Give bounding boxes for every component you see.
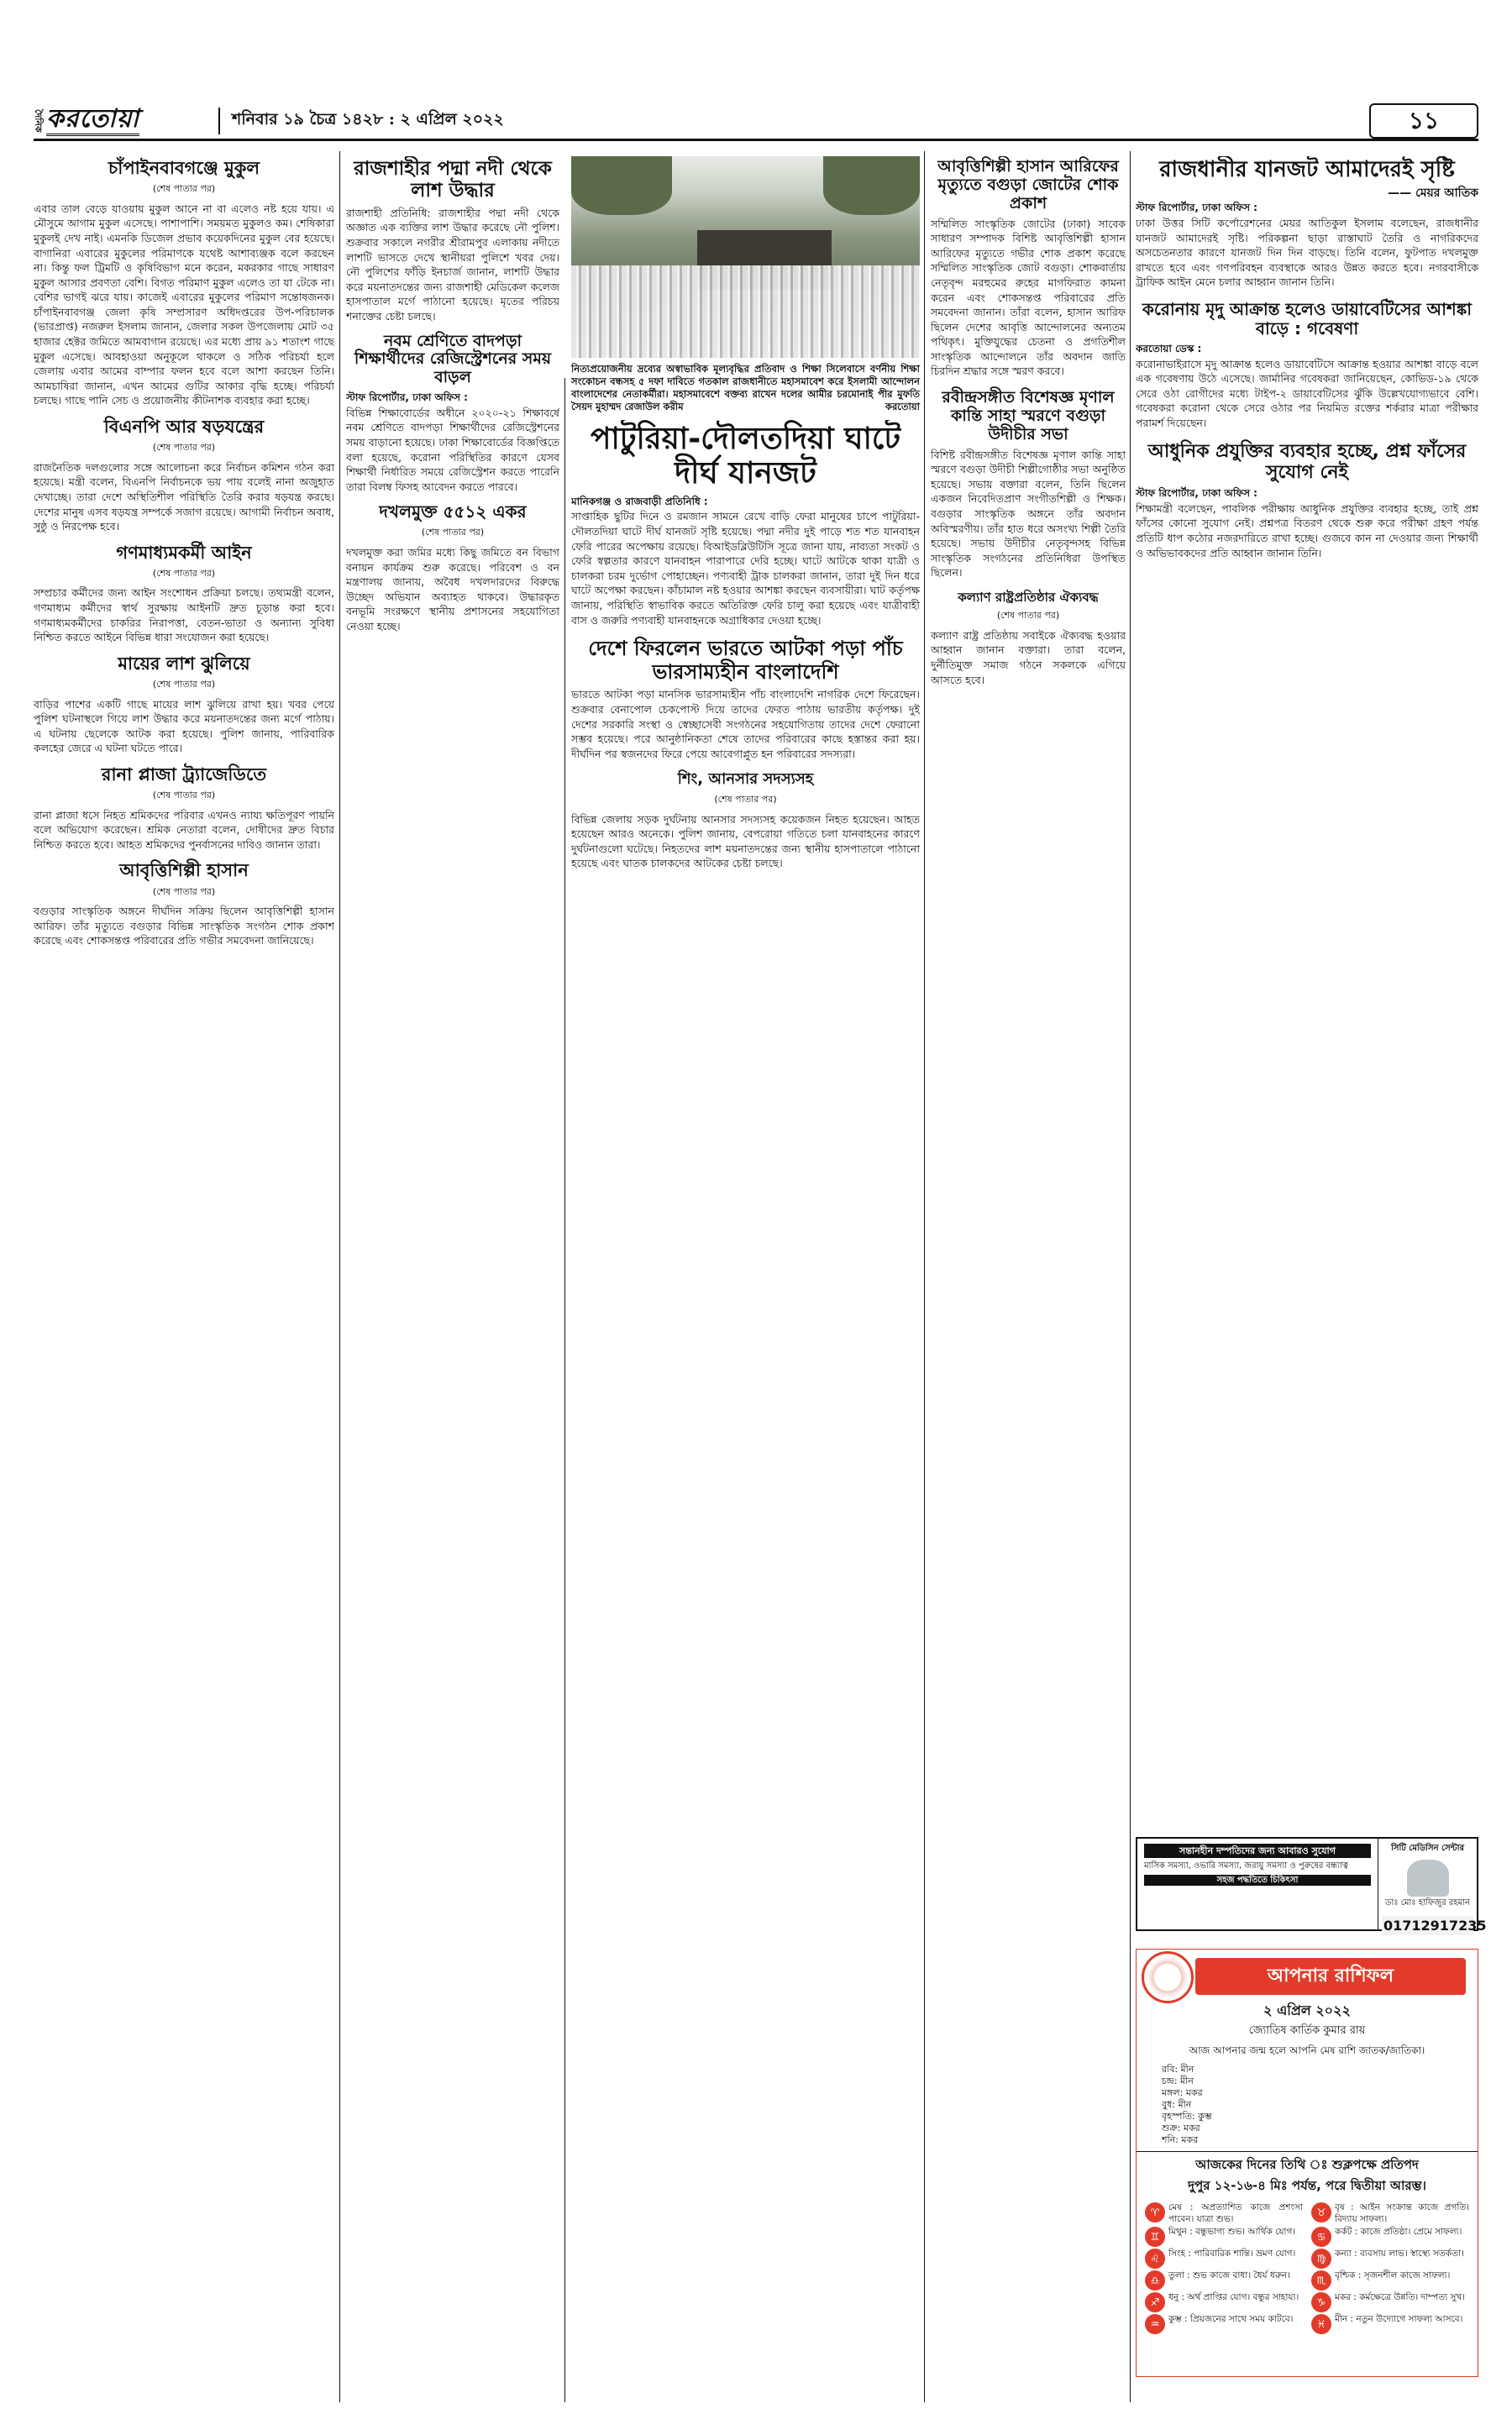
continued-note: (শেষ পাতার পর): [996, 610, 1060, 622]
subheadline: —— মেয়র আতিক: [1388, 186, 1478, 200]
column-rule: [339, 151, 340, 2402]
zodiac-sign-text: মকর : কর্মক্ষেত্রে উন্নতি। দাম্পত্য সুখ।: [1335, 2292, 1466, 2302]
article-body: ঢাকা উত্তর সিটি কর্পোরেশনের মেয়র আতিকুল ইসলাম বলেছেন, রাজধানীর যানজট আমাদেরই সৃষ্টি। পরিকল্পনা ছাড়া রাস্তাঘাট তৈরি ও নাগরিকদের অসচেতনতার কারণে যানজট দিন দিন বাড়ছে। তিনি বলেন, ফুটপাত দখলমুক্ত রাখতে হবে এবং গণপরিবহন ব্যবস্থাকে আরও উন্নত করতে হবে। নগরবাসীকে ট্রাফিক আইন মেনে চলার আহ্বান জানান তিনি।: [1136, 217, 1478, 289]
zodiac-wheel-icon: [1142, 1951, 1194, 2003]
zodiac-sign-item: [1311, 2292, 1469, 2312]
zodiac-sign-item: [1311, 2270, 1469, 2291]
headline-bnp: বিএনপি আর ষড়যন্ত্রের: [103, 417, 265, 438]
horoscope-box: [1136, 1949, 1478, 2377]
article-body: করোনাভাইরাসে মৃদু আক্রান্ত হলেও ডায়াবেটিসে আক্রান্ত হওয়ার আশঙ্কা বাড়ে বলে এক গবেষণায় উঠে এসেছে। জার্মানির গবেষকরা জানিয়েছেন, কোভিড-১৯ থেকে সেরে ওঠা রোগীদের মধ্যে টাইপ-২ ডায়াবেটিসের ঝুঁকি উল্লেখযোগ্যভাবে বেশি। গবেষকরা করোনা থেকে সেরে ওঠার পর নিয়মিত রক্তের শর্করার মাত্রা পরীক্ষার পরামর্শ দিয়েছেন।: [1136, 357, 1478, 430]
zodiac-sign-item: [1145, 2202, 1303, 2225]
zodiac-sign-item: [1311, 2202, 1469, 2225]
zodiac-sign-item: [1145, 2249, 1303, 2269]
zodiac-sign-icon: ♑: [1311, 2292, 1331, 2312]
column-rule: [564, 378, 565, 2402]
article-body: কল্যাণ রাষ্ট্র প্রতিষ্ঠায় সবাইকে ঐক্যবদ্ধ হওয়ার আহ্বান জানান বক্তারা। তারা বলেন, দুর্নীতিমুক্ত সমাজ গঠনে সকলকে এগিয়ে আসতে হবে।: [931, 628, 1126, 686]
zodiac-sign-text: মীন : নতুন উদ্যোগে সাফল্য আসবে।: [1335, 2314, 1463, 2324]
zodiac-sign-icon: ♉: [1311, 2202, 1331, 2223]
article-body: বাড়ির পাশের একটি গাছে মায়ের লাশ ঝুলিয়ে রাখা হয়। খবর পেয়ে পুলিশ ঘটনাস্থলে গিয়ে লাশ উদ্ধার করে ময়নাতদন্তের জন্য মর্গে পাঠায়। এ ঘটনায় ছেলেকে আটক করা হয়েছে। পুলিশ জানায়, পারিবারিক কলহের জেরে এ ঘটনা ঘটতে পারে।: [34, 697, 334, 755]
planet-row: চন্দ্র: মীন: [1162, 2076, 1194, 2086]
column-5: [1136, 156, 1478, 1828]
planet-row: বুধ: মীন: [1162, 2099, 1192, 2110]
article-body: সম্প্রচার কর্মীদের জন্য আইন সংশোধন প্রক্রিয়া চলছে। তথ্যমন্ত্রী বলেন, গণমাধ্যম কর্মীদের স্বার্থ সুরক্ষায় আইনটি দ্রুত চূড়ান্ত করা হবে। গণমাধ্যমকর্মীদের চাকরির নিরাপত্তা, বেতন-ভাতা ও অন্যান্য সুবিধা নিশ্চিত করতে আইনে বিভিন্ন ধারা সংযোজন করা হয়েছে।: [34, 586, 334, 644]
zodiac-sign-icon: ♏: [1311, 2270, 1331, 2291]
zodiac-sign-item: [1311, 2227, 1469, 2247]
zodiac-sign-item: [1145, 2292, 1303, 2312]
zodiac-sign-text: মেষ : অপ্রত্যাশিত কাজে প্রশংসা পাবেন। যাত্রা শুভ।: [1168, 2202, 1303, 2224]
zodiac-sign-icon: ♒: [1145, 2314, 1165, 2334]
zodiac-sign-text: কর্কট : কাজে প্রতিষ্ঠা। প্রেমে সাফল্য।: [1335, 2227, 1462, 2237]
byline: মানিকগঞ্জ ও রাজবাড়ী প্রতিনিধি :: [571, 495, 708, 507]
headline-mother: মায়ের লাশ ঝুলিয়ে: [118, 653, 250, 674]
byline: করতোয়া ডেস্ক :: [1136, 343, 1202, 355]
headline-mango: চাঁপাইনবাবগঞ্জে মুকুল: [108, 158, 260, 178]
article-body: শিক্ষামন্ত্রী বলেছেন, পাবলিক পরীক্ষায় আধুনিক প্রযুক্তির ব্যবহার হচ্ছে, তাই প্রশ্ন ফাঁসের কোনো সুযোগ নেই। প্রশ্নপত্র বিতরণ থেকে শুরু করে পরীক্ষা গ্রহণ পর্যন্ত প্রতিটি ধাপ কঠোর নজরদারিতে রাখা হচ্ছে। গুজবে কান না দেওয়ার জন্য শিক্ষার্থী ও অভিভাবকদের প্রতি আহ্বান জানান তিনি।: [1136, 501, 1478, 559]
headline-diabetes: করোনায় মৃদু আক্রান্ত হলেও ডায়াবেটিসের আশঙ্কা বাড়ে : গবেষণা: [1142, 299, 1473, 339]
headline-welfare: কল্যাণ রাষ্ট্রপ্রতিষ্ঠার ঐক্যবদ্ধ: [958, 589, 1099, 605]
continued-note: (শেষ পাতার পর): [714, 793, 777, 805]
zodiac-sign-icon: ♎: [1145, 2270, 1165, 2291]
byline: স্টাফ রিপোর্টার, ঢাকা অফিস :: [1136, 202, 1257, 214]
ad-phone: 01712917235: [1383, 1918, 1487, 1934]
zodiac-sign-icon: ♓: [1311, 2314, 1331, 2334]
article-body: রাজশাহী প্রতিনিধি: রাজশাহীর পদ্মা নদী থেকে অজ্ঞাত এক ব্যক্তির লাশ উদ্ধার করেছে নৌ পুলিশ। শুক্রবার সকালে নগরীর শ্রীরামপুর এলাকায় নদীতে লাশটি ভাসতে দেখে স্থানীয়রা পুলিশে খবর দেয়। নৌ পুলিশের ফাঁড়ি ইনচার্জ জানান, লাশটি উদ্ধার করে ময়নাতদন্তের জন্য রাজশাহী মেডিকেল কলেজ হাসপাতাল মর্গে পাঠানো হয়েছে। মৃতের পরিচয় শনাক্তের চেষ্টা চলছে।: [346, 206, 559, 323]
continued-note: (শেষ পাতার পর): [421, 527, 485, 538]
zodiac-sign-item: [1311, 2314, 1469, 2334]
ad-line: মাসিক সমস্যা, ওভারি সমস্যা, জরায়ু সমস্যা ও পুরুষের বন্ধ্যাত্ব: [1144, 1861, 1348, 1871]
planet-row: বৃহস্পতি: কুম্ভ: [1162, 2111, 1212, 2122]
column-rule: [924, 151, 925, 2402]
headline-padma-body: রাজশাহীর পদ্মা নদী থেকে লাশ উদ্ধার: [354, 158, 552, 202]
article-body: বিভিন্ন শিক্ষাবোর্ডের অধীনে ২০২০-২১ শিক্ষাবর্ষে নবম শ্রেণিতে বাদপড়া শিক্ষার্থীদের রেজিস্ট্রেশনের সময় বাড়ানো হয়েছে। ঢাকা শিক্ষাবোর্ডের বিজ্ঞপ্তিতে বলা হয়েছে, করোনা পরিস্থিতির কারণে যেসব শিক্ষার্থী নির্ধারিত সময়ে রেজিস্ট্রেশন করতে পারেনি তারা বিলম্ব ফিসহ আবেদন করতে পারবে।: [346, 406, 559, 493]
zodiac-sign-icon: ♐: [1145, 2292, 1165, 2312]
planet-row: শুক্র: মকর: [1162, 2123, 1200, 2133]
column-rule: [1130, 151, 1131, 2402]
dateline: শনিবার ১৯ চৈত্র ১৪২৮ : ২ এপ্রিল ২০২২: [218, 108, 1369, 134]
article-body: সাপ্তাহিক ছুটির দিনে ও রমজান সামনে রেখে বাড়ি ফেরা মানুষের চাপে পাটুরিয়া-দৌলতদিয়া ঘাটে দীর্ঘ যানজট সৃষ্টি হয়েছে। পদ্মা নদীর দুই পাড়ে শত শত যানবাহন ফেরি পারের অপেক্ষায় রয়েছে। বিআইডব্লিউটিসি সূত্রে জানা যায়, নাব্যতা সংকট ও ফেরি স্বল্পতার কারণে যানবাহন পারাপারে দেরি হচ্ছে। ঘাটে আটকে থাকা যাত্রী ও চালকরা চরম দুর্ভোগ পোহাচ্ছেন। পণ্যবাহী ট্রাক চালকরা জানান, তারা দুই দিন ধরে ঘাটে অপেক্ষা করছেন। কাঁচামাল নষ্ট হওয়ার আশঙ্কা করছেন ব্যবসায়ীরা। ঘাট কর্তৃপক্ষ জানায়, পরিস্থিতি স্বাভাবিক করতে অতিরিক্ত ফেরি চালু করা হয়েছে এবং যাত্রীবাহী বাস ও জরুরি পণ্যবাহী যানবাহনকে অগ্রাধিকার দেওয়া হচ্ছে।: [571, 510, 920, 627]
astrologer-name: জ্যোতিষ কার্তিক কুমার রায়: [1248, 2024, 1366, 2037]
headline-hasan-arif: আবৃত্তিশিল্পী হাসান: [119, 860, 249, 881]
zodiac-sign-item: [1145, 2314, 1303, 2334]
column-3: [571, 420, 920, 2390]
column-2: [346, 156, 559, 2391]
continued-note: (শেষ পাতার পর): [152, 679, 216, 690]
newspaper-logo: [34, 103, 210, 139]
tithi-heading: আজকের দিনের তিথি ঃ শুক্লপক্ষে প্রতিপদ: [1137, 2151, 1478, 2176]
horoscope-intro: আজ আপনার জন্ম হলে আপনি মেষ রাশি জাতক/জাতিকা।: [1189, 2044, 1425, 2056]
headline-registration: নবম শ্রেণিতে বাদপড়া শিক্ষার্থীদের রেজিস্ট্রেশনের সময় বাড়ল: [354, 331, 552, 387]
article-body: সম্মিলিত সাংস্কৃতিক জোটের (ঢাকা) সাবেক সাধারণ সম্পাদক বিশিষ্ট আবৃত্তিশিল্পী হাসান আরিফের মৃত্যুতে গভীর শোক প্রকাশ করেছে সম্মিলিত সাংস্কৃতিক জোট বগুড়া। শোকবার্তায় নেতৃবৃন্দ মরহুমের রুহের মাগফিরাত কামনা করেন এবং শোকসন্তপ্ত পরিবারের প্রতি সমবেদনা জানান। তাঁরা বলেন, হাসান আরিফ ছিলেন দেশের আবৃত্তি আন্দোলনের অন্যতম পথিকৃৎ। মুক্তিযুদ্ধের চেতনা ও প্রগতিশীল সাংস্কৃতিক আন্দোলনে তাঁর অবদান জাতি চিরদিন শ্রদ্ধার সঙ্গে স্মরণ করবে।: [931, 217, 1126, 378]
continued-note: (শেষ পাতার পর): [152, 567, 216, 579]
article-body: দখলমুক্ত করা জমির মধ্যে কিছু জমিতে বন বিভাগ বনায়ন কার্যক্রম শুরু করেছে। পরিবেশ ও বন মন্ত্রণালয় জানায়, অবৈধ দখলদারদের বিরুদ্ধে উচ্ছেদ অভিযান অব্যাহত থাকবে। উদ্ধারকৃত বনভূমি সংরক্ষণে স্থানীয় প্রশাসনের সহযোগিতা নেওয়া হচ্ছে।: [346, 545, 559, 632]
zodiac-sign-icon: ♋: [1311, 2227, 1331, 2247]
zodiac-sign-text: তুলা : শুভ কাজে বাধা। ধৈর্য ধরুন।: [1168, 2270, 1290, 2280]
headline-paturia: পাটুরিয়া-দৌলতদিয়া ঘাটে দীর্ঘ যানজট: [591, 422, 900, 491]
tithi-time: দুপুর ১২-১৬-৪ মিঃ পর্যন্ত, পরে দ্বিতীয়া আরম্ভ।: [1188, 2178, 1426, 2193]
zodiac-sign-item: [1145, 2270, 1303, 2291]
headline-udichi: রবীন্দ্রসঙ্গীত বিশেষজ্ঞ মৃণাল কান্তি সাহা স্মরণে বগুড়া উদীচীর সভা: [942, 388, 1115, 443]
article-body: বগুড়ার সাংস্কৃতিক অঙ্গনে দীর্ঘদিন সক্রিয় ছিলেন আবৃত্তিশিল্পী হাসান আরিফ। তাঁর মৃত্যুতে বগুড়ার বিভিন্ন সাংস্কৃতিক সংগঠন শোক প্রকাশ করেছে এবং শোকসন্তপ্ত পরিবারের প্রতি গভীর সমবেদনা জানিয়েছে।: [34, 905, 334, 947]
zodiac-sign-text: ধনু : অর্থ প্রাপ্তির যোগ। বন্ধুর সাহায্য।: [1168, 2292, 1299, 2302]
caption-text: নিত্যপ্রয়োজনীয় দ্রব্যের অস্বাভাবিক মূল্যবৃদ্ধির প্রতিবাদ ও শিক্ষা সিলেবাসে বর্ণনীয় শিক্ষা সংকোচন বন্ধসহ ৫ দফা দাবিতে গতকাল রাজধানীতে মহাসমাবেশ করে ইসলামী আন্দোলন বাংলাদেশের নেতাকর্মীরা। মহাসমাবেশে বক্তব্য রাখেন দলের আমীর চরমোনাই পীর মুফতি সৈয়দ মুহাম্মদ রেজাউল করীম: [571, 363, 920, 412]
zodiac-sign-icon: ♊: [1145, 2227, 1165, 2247]
clinic-advertisement: [1136, 1837, 1487, 1934]
zodiac-sign-text: বৃশ্চিক : সৃজনশীল কাজে সাফল্য।: [1335, 2270, 1451, 2280]
zodiac-sign-icon: ♌: [1145, 2249, 1165, 2269]
column-4: [931, 156, 1126, 2391]
page-number: ১১: [1369, 103, 1478, 139]
logo-small-text: দৈনিক: [33, 108, 44, 133]
zodiac-sign-icon: ♈: [1145, 2202, 1165, 2223]
byline: স্টাফ রিপোর্টার, ঢাকা অফিস :: [346, 391, 468, 404]
zodiac-sign-text: বৃষ : আইন সংক্রান্ত কাজে প্রগতি। বিদ্যায় সাফল্য।: [1335, 2202, 1469, 2224]
planet-row: শনি: মকর: [1162, 2134, 1199, 2145]
photo-caption: [571, 363, 920, 413]
clinic-name: সিটি মেডিসিন সেন্টার: [1391, 1844, 1464, 1853]
planet-row: মঙ্গল: মকর: [1162, 2087, 1203, 2098]
zodiac-sign-item: [1145, 2227, 1303, 2247]
logo-text: করতোয়া: [46, 105, 139, 136]
horoscope-banner: আপনার রাশিফল: [1195, 1958, 1466, 1995]
article-body: রাজনৈতিক দলগুলোর সঙ্গে আলোচনা করে নির্বাচন কমিশন গঠন করা হয়েছে। মন্ত্রী বলেন, বিএনপি নির্বাচনকে ভয় পায় বলেই নানা অজুহাত দেখাচ্ছে। তারা দেশে অস্থিতিশীল পরিস্থিতি তৈরি করার ষড়যন্ত্র করছে। দেশের মানুষ এসব ষড়যন্ত্র সম্পর্কে সজাগ রয়েছে। আগামী নির্বাচন অবাধ, সুষ্ঠু ও নিরপেক্ষ হবে।: [34, 460, 334, 533]
article-body: ভারতে আটকা পড়া মানসিক ভারসাম্যহীন পাঁচ বাংলাদেশি নাগরিক দেশে ফিরেছেন। শুক্রবার বেনাপোল চেকপোস্ট দিয়ে তাদের ফেরত পাঠায় ভারতীয় কর্তৃপক্ষ। দুই দেশের সরকারি সংস্থা ও স্বেচ্ছাসেবী সংগঠনের সহযোগিতায় তাদের দেশে ফেরানো সম্ভব হয়েছে। পরে আনুষ্ঠানিকতা শেষে তাদের পরিবারের কাছে হস্তান্তর করা হয়। দীর্ঘদিন পর স্বজনদের ফিরে পেয়ে আবেগাপ্লুত হন পরিবারের সদস্যরা।: [571, 688, 920, 760]
rally-photo: [571, 156, 920, 358]
continued-note: (শেষ পাতার পর): [152, 183, 216, 195]
headline-rana-plaza: রানা প্লাজা ট্র্যাজেডিতে: [101, 764, 267, 785]
planet-row: রবি: মীন: [1162, 2064, 1194, 2075]
headline-ansar: শিং, আনসার সদস্যসহ: [677, 770, 814, 789]
headline-media-law: গণমাধ্যমকর্মী আইন: [116, 542, 252, 563]
continued-note: (শেষ পাতার পর): [152, 790, 216, 801]
column-1: [34, 156, 334, 2391]
zodiac-sign-text: সিংহ : পারিবারিক শান্তি। ভ্রমণ যোগ।: [1168, 2249, 1296, 2259]
zodiac-sign-icon: ♍: [1311, 2249, 1331, 2269]
zodiac-sign-item: [1311, 2249, 1469, 2269]
zodiac-sign-text: কন্যা : ব্যবসায় লাভ। স্বাস্থ্যে সতর্কতা।: [1335, 2249, 1464, 2259]
byline: স্টাফ রিপোর্টার, ঢাকা অফিস :: [1136, 487, 1257, 500]
headline-condolence: আবৃত্তিশিল্পী হাসান আরিফের মৃত্যুতে বগুড়া জোটের শোক প্রকাশ: [937, 157, 1119, 213]
zodiac-sign-text: কুম্ভ : প্রিয়জনের সাথে সময় কাটবে।: [1168, 2314, 1294, 2324]
continued-note: (শেষ পাতার পর): [152, 885, 216, 897]
doctor-photo: [1407, 1860, 1449, 1897]
headline-question-leak: আধুনিক প্রযুক্তির ব্যবহার হচ্ছে, প্রশ্ন ফাঁসের সুযোগ নেই: [1147, 440, 1467, 483]
zodiac-sign-text: মিথুন : বন্ধুভাগ্য শুভ। আর্থিক যোগ।: [1168, 2227, 1296, 2237]
planet-table: [1162, 2064, 1452, 2146]
ad-headline: সন্তানহীন দম্পতিদের জন্য আবারও সুযোগ: [1144, 1844, 1371, 1858]
zodiac-signs-grid: [1137, 2197, 1478, 2339]
doctor-name: ডাঃ মোঃ হাফিজুর রহমান: [1385, 1898, 1470, 1908]
ad-line: সহজ পদ্ধতিতে চিকিৎসা: [1144, 1875, 1371, 1886]
article-body: রানা প্লাজা ধসে নিহত শ্রমিকদের পরিবার এখনও ন্যায্য ক্ষতিপূরণ পায়নি বলে অভিযোগ করেছেন। শ্রমিক নেতারা বলেন, দোষীদের দ্রুত বিচার নিশ্চিত করতে হবে। আহত শ্রমিকদের পুনর্বাসনের দাবিও জানান তারা।: [34, 808, 334, 851]
horoscope-date: ২ এপ্রিল ২০২২: [1263, 2002, 1351, 2018]
article-body: বিভিন্ন জেলায় সড়ক দুর্ঘটনায় আনসার সদস্যসহ কয়েকজন নিহত হয়েছেন। আহত হয়েছেন আরও অনেকে। পুলিশ জানায়, বেপরোয়া গতিতে চলা যানবাহনের কারণে দুর্ঘটনাগুলো ঘটেছে। নিহতদের লাশ ময়নাতদন্তের জন্য স্থানীয় হাসপাতালে পাঠানো হয়েছে এবং ঘাতক চালকদের আটকের চেষ্টা চলছে।: [571, 812, 920, 870]
article-body: এবার তাল বেড়ে যাওয়ায় মুকুল আনে না বা এলেও নষ্ট হয়ে যায়। এ মৌসুমে আগাম মুকুল এসেছে। পাশাপাশি। সময়মত মুকুলও কম। শেষিকারা মুকুলই দেখ নাই। এমনকি ডিজেল প্রভাব কয়েকদিনের মুকুল বের হয়েছে। বাগানিরা এবারের মুকুলের পরিমাণকে যথেষ্ট আশাব্যঞ্জক বলে করছেন না। কিন্তু ফল ট্রিমটি ও কৃষিবিভাগ মনে করেন, মকরকার গাছে সাধারণ মুকুল আসার প্রবণতা বেশি। বিগত পরিমাণ মুকুল এলেও তা যা টেকে না। বেশির ভাগই ঝরে যায়। কাজেই এবারের মুকুলের পরিমাণ সন্তোষজনক। চাঁপাইনবাবগঞ্জ জেলা কৃষি সম্প্রসারণ অধিদপ্তরের উপ-পরিচালক (ভারপ্রাপ্ত) নজরুল ইসলাম জানান, জেলার সকল উপজেলায় মোট ৩৫ হাজার হেক্টর জমিতে আমবাগান রয়েছে। এর মধ্যে প্রায় ৯১ শতাংশ গাছে মুকুল এসেছে। আবহাওয়া অনুকূলে থাকলে ও সঠিক পরিচর্যা হলে জেলায় এবার আমের বাম্পার ফলন হবে বলে আশা করছেন তিনি। আমচাষিরা জানান, এখন আমের গুটির আকার বৃদ্ধি হচ্ছে। পরিচর্যা চলছে। গাছে পানি সেচ ও প্রয়োজনীয় কীটনাশক ব্যবহার করা হচ্ছে।: [34, 202, 334, 407]
article-body: বিশিষ্ট রবীন্দ্রসঙ্গীত বিশেষজ্ঞ মৃণাল কান্তি সাহা স্মরণে বগুড়া উদীচী শিল্পীগোষ্ঠীর সভা অনুষ্ঠিত হয়েছে। সভায় বক্তারা বলেন, তিনি ছিলেন একজন নিবেদিতপ্রাণ সংগীতশিল্পী ও শিক্ষক। বগুড়ার সাংস্কৃতিক অঙ্গনে তাঁর অবদান অবিস্মরণীয়। তাঁর হাত ধরে অসংখ্য শিল্পী তৈরি হয়েছে। সভায় উদীচীর নেতৃবৃন্দসহ বিভিন্ন সাংস্কৃতিক সংগঠনের প্রতিনিধিরা উপস্থিত ছিলেন।: [931, 448, 1126, 580]
photo-credit: করতোয়া: [885, 401, 920, 412]
masthead: [34, 102, 1478, 141]
headline-returnees: দেশে ফিরলেন ভারতে আটকা পড়া পাঁচ ভারসাম্যহীন বাংলাদেশি: [588, 637, 903, 684]
continued-note: (শেষ পাতার পর): [152, 442, 216, 454]
headline-traffic: রাজধানীর যানজট আমাদেরই সৃষ্টি: [1159, 157, 1455, 182]
headline-land: দখলমুক্ত ৫৫১২ একর: [379, 501, 527, 522]
